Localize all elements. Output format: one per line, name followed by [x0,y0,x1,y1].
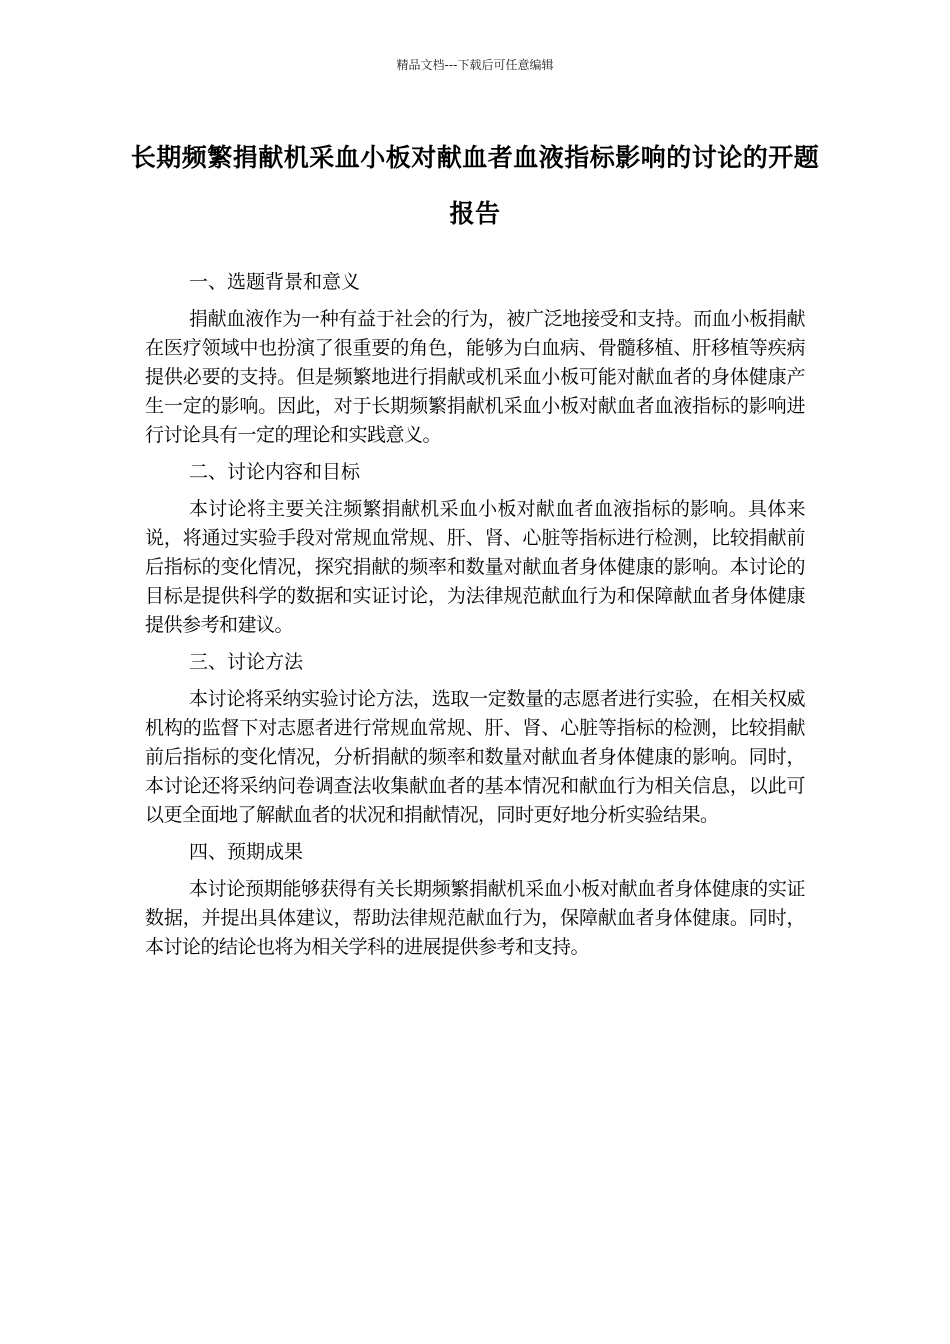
header-note: 精品文档---下载后可任意编辑 [396,58,554,72]
section-heading-expected-results: 四、预期成果 [189,841,304,863]
section-paragraph-content-goals: 本讨论将主要关注频繁捐献机采血小板对献血者血液指标的影响。具体来说，将通过实验手段对常规血常规、肝、肾、心脏等指标进行检测，比较捐献前后指标的变化情况，探究捐献的频率和数量对献血者身体健康的影响。本讨论的目标是提供科学的数据和实证讨论，为法律规范献血行为和保障献血者身体健康提供参考和建议。 [145,498,805,636]
section-paragraph-expected-results: 本讨论预期能够获得有关长期频繁捐献机采血小板对献血者身体健康的实证数据，并提出具体建议，帮助法律规范献血行为，保障献血者身体健康。同时，本讨论的结论也将为相关学科的进展提供参考和支持。 [145,878,805,958]
section-heading-content-goals: 二、讨论内容和目标 [189,461,361,483]
section-heading-methods: 三、讨论方法 [189,651,304,673]
section-heading-background: 一、选题背景和意义 [189,271,361,293]
document-title: 长期频繁捐献机采血小板对献血者血液指标影响的讨论的开题报告 [130,143,820,228]
document-body [145,268,805,970]
section-paragraph-background: 捐献血液作为一种有益于社会的行为，被广泛地接受和支持。而血小板捐献在医疗领域中也扮演了很重要的角色，能够为白血病、骨髓移植、肝移植等疾病提供必要的支持。但是频繁地进行捐献或机采血小板可能对献血者的身体健康产生一定的影响。因此，对于长期频繁捐献机采血小板对献血者血液指标的影响进行讨论具有一定的理论和实践意义。 [145,308,805,446]
section-paragraph-methods: 本讨论将采纳实验讨论方法，选取一定数量的志愿者进行实验，在相关权威机构的监督下对志愿者进行常规血常规、肝、肾、心脏等指标的检测，比较捐献前后指标的变化情况，分析捐献的频率和数量对献血者身体健康的影响。同时，本讨论还将采纳问卷调查法收集献血者的基本情况和献血行为相关信息，以此可以更全面地了解献血者的状况和捐献情况，同时更好地分析实验结果。 [145,688,805,826]
